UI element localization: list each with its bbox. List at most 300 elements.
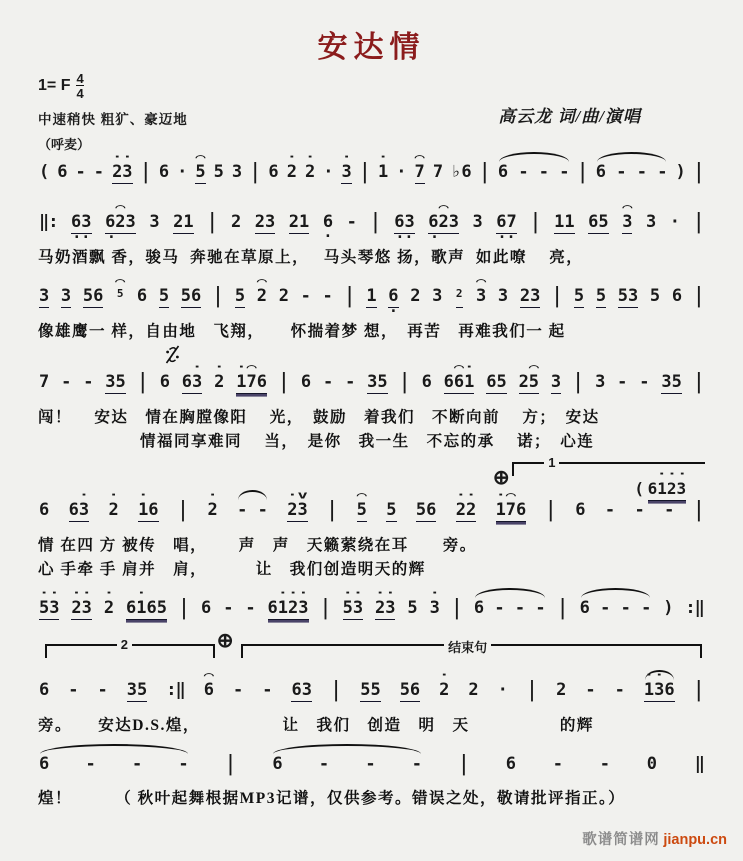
key-signature: [38, 72, 705, 100]
octave-dots-above: [639, 364, 649, 371]
octave-dots-above: [394, 204, 414, 211]
note-digits: 1: [378, 162, 389, 182]
note-digits: 6: [421, 372, 432, 392]
octave-dots-above: [105, 364, 125, 371]
note-token: [214, 360, 224, 403]
note-token: [595, 360, 605, 403]
note-token: [605, 488, 615, 531]
bar-line: [552, 274, 562, 317]
octave-dots-above: ⌒: [115, 275, 126, 288]
note-token: [233, 668, 243, 711]
bar-line: [546, 488, 556, 531]
note-token: [575, 488, 585, 531]
note-digits: 23: [71, 598, 92, 618]
note-token: [223, 586, 233, 629]
octave-dots-above: ⌒: [414, 151, 425, 164]
note-token: [650, 274, 660, 317]
note-digits: 65: [486, 372, 507, 392]
note-digits: - -: [237, 500, 268, 520]
bar-line: [527, 668, 537, 711]
octave-dots-below: [127, 702, 147, 711]
note-digits: 7: [39, 372, 50, 392]
octave-dots-below: [182, 394, 202, 403]
lyrics-row: 像雄鹰一 样，自由地 飞翔， 怀揣着梦 想， 再苦 再难我们一 起: [38, 323, 566, 340]
note-digits: ‖: [694, 754, 703, 774]
note-digits: 2: [468, 680, 479, 700]
note-token: [61, 274, 71, 317]
note-digits: 5: [356, 500, 367, 520]
octave-dots-below: [473, 233, 483, 242]
octave-dots-below: [39, 620, 59, 629]
note-digits: 6: [388, 286, 399, 306]
note-token: [115, 274, 125, 317]
note-token: [553, 742, 563, 784]
bar-line: [370, 200, 380, 243]
note-token: [396, 150, 406, 193]
volta-2-bracket: [45, 637, 216, 658]
octave-dots-above: [498, 278, 508, 285]
note-digits: 23: [112, 162, 133, 182]
note-token: [675, 150, 685, 193]
octave-dots-below: [231, 233, 241, 242]
octave-dots-above: [76, 154, 86, 161]
note-digits: 3: [497, 286, 509, 306]
bar-line: [694, 360, 704, 403]
octave-dots-below: [433, 183, 443, 192]
note-digits: 63: [291, 680, 312, 700]
octave-dots-below: [138, 522, 158, 531]
octave-dots-above: ·: [207, 489, 218, 502]
octave-dots-above: ⌒: [195, 151, 206, 164]
octave-dots-above: [388, 278, 398, 285]
note-token: [69, 488, 89, 531]
ending-line-1: [38, 630, 705, 735]
octave-dots-above: [235, 278, 245, 285]
octave-dots-above: ⌒: [203, 669, 214, 682]
octave-dots-above: ·: [68, 489, 90, 502]
octave-dots-above: ⌒: [105, 201, 136, 214]
octave-dots-below: ·: [430, 228, 458, 246]
octave-dots-above: ··: [39, 587, 60, 600]
octave-dots-above: [574, 278, 584, 285]
bracket-label: 2: [117, 637, 132, 652]
note-digits: |: [693, 497, 704, 523]
note-digits: -: [345, 372, 356, 392]
note-digits: |: [530, 209, 541, 235]
octave-dots-below: [415, 184, 425, 193]
note-digits: 3: [472, 212, 483, 232]
octave-dots-above: [279, 278, 289, 285]
note-digits: -: [346, 212, 357, 232]
octave-dots-below: [69, 522, 89, 531]
note-token: [287, 488, 307, 531]
note-token: [617, 360, 627, 403]
note-token: [646, 200, 656, 243]
octave-dots-above: [615, 672, 625, 679]
octave-dots-above: [422, 364, 432, 371]
note-token: [61, 360, 71, 403]
octave-dots-above: [663, 590, 673, 597]
note-token: [588, 200, 608, 243]
octave-dots-below: [255, 234, 275, 243]
bracket-label: 结束句: [444, 637, 491, 656]
note-token: [580, 586, 652, 629]
octave-dots-below: [83, 308, 103, 317]
note-token: [366, 274, 376, 317]
octave-dots-below: [39, 393, 49, 402]
octave-dots-above: ·: [181, 361, 203, 374]
octave-dots-above: [360, 672, 380, 679]
note-token: [104, 586, 114, 629]
interlude-line: [38, 586, 705, 629]
octave-dots-above: [617, 364, 627, 371]
note-digits: ): [663, 598, 674, 618]
time-signature: [76, 72, 83, 100]
octave-dots-below: [39, 183, 49, 192]
note-digits: |: [693, 159, 704, 185]
octave-dots-below: [451, 183, 471, 192]
note-digits: 22: [455, 500, 477, 520]
note-token: [231, 200, 241, 243]
note-token: [498, 668, 508, 711]
octave-dots-above: [506, 746, 516, 753]
octave-dots-above: [57, 154, 67, 161]
note-token: [204, 668, 214, 711]
octave-dots-below: [556, 701, 566, 710]
score-meta: [38, 72, 705, 150]
note-digits: (: [634, 479, 645, 498]
note-token: [39, 360, 49, 403]
note-digits: 661: [443, 372, 475, 392]
note-token: [232, 150, 242, 193]
octave-dots-below: [289, 234, 309, 243]
notes-row: [38, 360, 705, 403]
site-watermark: [582, 828, 727, 849]
octave-dots-above: [496, 204, 516, 211]
note-token: [257, 274, 267, 317]
note-token: [57, 150, 67, 193]
note-digits: 6: [159, 372, 170, 392]
song-title: 安达情: [317, 31, 426, 64]
note-token: [551, 360, 561, 403]
note-digits: 67: [496, 212, 517, 232]
note-token: [639, 360, 649, 403]
note-token: [394, 200, 415, 246]
note-token: [661, 360, 681, 403]
octave-dots-below: [554, 234, 574, 243]
note-token: [83, 274, 103, 317]
octave-dots-above: [232, 154, 242, 161]
octave-dots-above: ·: [439, 669, 450, 682]
note-digits: -: [664, 500, 675, 520]
octave-dots-above: [596, 278, 606, 285]
note-token: [498, 150, 570, 193]
octave-dots-above: [433, 154, 443, 161]
site-url-link[interactable]: jianpu.cn: [663, 832, 727, 848]
note-token: [301, 360, 311, 403]
note-digits: 2: [286, 162, 297, 182]
note-token: [468, 668, 478, 711]
octave-dots-below: [422, 393, 432, 402]
note-digits: |: [177, 497, 189, 523]
note-token: [345, 360, 355, 403]
note-digits: 6: [268, 162, 279, 182]
note-token: [596, 274, 606, 317]
note-digits: 3: [341, 162, 352, 182]
octave-dots-above: ·⌒: [495, 489, 527, 502]
note-token: [323, 274, 333, 317]
octave-dots-above: [588, 204, 608, 211]
key-label: 1= F: [38, 77, 71, 94]
note-digits: 11: [554, 212, 575, 232]
note-digits: 2: [556, 680, 567, 700]
note-digits: -: [634, 500, 645, 520]
bar-line: [279, 360, 289, 403]
octave-dots-below: [596, 183, 668, 192]
bar-line: [360, 150, 370, 193]
octave-dots-below: [105, 394, 125, 403]
note-digits: 6: [322, 212, 334, 232]
octave-dots-above: ⌒: [256, 275, 268, 288]
octave-dots-above: ·: [429, 587, 440, 600]
note-token: [386, 488, 396, 531]
note-token: [473, 200, 483, 243]
note-token: [596, 150, 668, 193]
octave-dots-below: [644, 702, 675, 711]
octave-dots-above: ⌒: [428, 201, 459, 214]
note-digits: |: [399, 369, 410, 395]
octave-dots-above: [396, 154, 406, 161]
bar-line: [694, 274, 704, 317]
octave-dots-below: [104, 619, 114, 628]
octave-dots-below: [257, 307, 267, 316]
note-digits: 1: [366, 286, 377, 306]
octave-dots-below: [214, 183, 224, 192]
note-token: [323, 200, 333, 243]
octave-dots-below: [343, 620, 363, 629]
octave-dots-below: [439, 701, 449, 710]
note-digits: |: [479, 159, 490, 185]
bar-line: [694, 200, 704, 243]
note-token: [644, 668, 675, 711]
octave-dots-above: [580, 590, 652, 597]
note-digits: 3: [550, 372, 562, 392]
note-digits: 0: [646, 754, 657, 774]
note-token: [476, 274, 486, 317]
notes-row: [38, 742, 705, 784]
octave-dots-above: [554, 204, 574, 211]
octave-dots-above: ·: [108, 489, 119, 502]
note-token: [137, 274, 147, 317]
octave-dots-above: [323, 154, 333, 161]
bar-line: [459, 742, 469, 784]
octave-dots-above: [520, 278, 540, 285]
bar-line: [141, 150, 151, 193]
note-digits: |: [278, 369, 290, 395]
note-digits: 2: [304, 162, 316, 182]
note-digits: 2: [108, 500, 119, 520]
octave-dots-below: [400, 702, 420, 711]
note-digits: 6: [39, 500, 50, 520]
octave-dots-below: [588, 234, 608, 243]
octave-dots-below: [694, 775, 704, 784]
note-digits: 21: [173, 212, 194, 232]
octave-dots-below: [201, 619, 211, 628]
notes-row: [38, 200, 705, 246]
octave-dots-below: [160, 393, 170, 402]
octave-dots-below: [520, 308, 540, 317]
coda-icon: ⊕: [216, 630, 234, 652]
note-digits: 176: [495, 500, 527, 520]
octave-dots-above: [159, 154, 169, 161]
note-digits: -: [61, 372, 72, 392]
note-digits: -: [232, 680, 244, 700]
note-digits: |: [693, 209, 704, 235]
octave-dots-below: [596, 308, 606, 317]
note-digits: 2: [214, 372, 225, 392]
octave-dots-above: [575, 492, 585, 499]
octave-dots-above: ·: [304, 151, 316, 164]
notes-row: [38, 668, 705, 711]
note-token: [289, 200, 309, 243]
note-token: [245, 586, 255, 629]
note-token: [323, 150, 333, 193]
octave-dots-above: [83, 364, 93, 371]
octave-dots-above: ⌒: [475, 275, 487, 288]
note-token: [138, 488, 158, 531]
octave-dots-above: [39, 364, 49, 371]
bar-line: [573, 360, 583, 403]
ending-section-bracket: [241, 640, 701, 658]
octave-dots-below: [476, 307, 486, 316]
octave-dots-above: ·: [341, 151, 352, 164]
note-digits: -: [614, 680, 625, 700]
note-digits: 63: [394, 212, 415, 232]
note-digits: 6: [505, 754, 516, 774]
note-token: [39, 274, 49, 317]
octave-dots-below: [323, 307, 333, 316]
octave-dots-below: [646, 233, 656, 242]
note-digits: 6: [39, 680, 50, 700]
note-token: [83, 360, 93, 403]
octave-dots-below: [61, 308, 71, 317]
note-token: [360, 668, 380, 711]
octave-dots-below: [83, 393, 93, 402]
note-token: [268, 586, 309, 629]
note-digits: 63: [68, 500, 90, 520]
note-digits: 5: [595, 286, 607, 306]
note-token: [432, 274, 442, 317]
octave-dots-above: [137, 278, 147, 285]
octave-dots-above: [650, 278, 660, 285]
note-token: [214, 150, 224, 193]
time-denominator: 4: [76, 86, 84, 101]
octave-dots-above: [68, 672, 78, 679]
note-token: [159, 150, 169, 193]
note-token: [439, 668, 449, 711]
bar-line: [530, 200, 540, 243]
bar-line: [694, 488, 704, 531]
octave-dots-below: [305, 183, 315, 192]
note-digits: 7: [432, 162, 444, 182]
notes-row: [38, 274, 705, 320]
note-digits: 63: [181, 372, 203, 392]
octave-dots-below: [551, 394, 561, 403]
octave-dots-above: ·: [125, 587, 167, 600]
note-digits: 2: [439, 680, 450, 700]
note-token: [68, 668, 78, 711]
segno-glyph: [165, 345, 180, 364]
note-token: [181, 274, 201, 317]
octave-dots-below: [235, 308, 245, 317]
lyrics-row: 情福同享难同 当， 是你 我一生 不忘的承 诺； 心连: [38, 433, 595, 450]
bar-line: [480, 150, 490, 193]
octave-dots-above: [605, 492, 615, 499]
octave-dots-above: [71, 204, 91, 211]
octave-dots-above: [173, 204, 193, 211]
note-token: [237, 488, 268, 531]
octave-dots-above: [127, 672, 147, 679]
note-token: [268, 150, 278, 193]
octave-dots-below: [432, 307, 442, 316]
octave-dots-above: [367, 364, 387, 371]
octave-dots-above: ⌒: [622, 201, 633, 214]
note-digits: 35: [126, 680, 148, 700]
note-token: [663, 586, 673, 629]
octave-dots-below: [468, 701, 478, 710]
octave-dots-above: [289, 204, 309, 211]
octave-dots-above: [432, 278, 442, 285]
note-digits: 5: [116, 287, 124, 300]
octave-dots-below: [675, 183, 685, 192]
octave-dots-above: [345, 364, 355, 371]
note-digits: 56: [82, 286, 104, 306]
note-digits: -: [93, 162, 105, 182]
note-digits: 6: [201, 598, 212, 618]
note-digits: -: [68, 680, 79, 700]
note-digits: -: [599, 754, 610, 774]
octave-dots-above: [291, 672, 311, 679]
octave-dots-below: [595, 393, 605, 402]
octave-dots-above: ··: [375, 587, 396, 600]
octave-dots-above: ⌒·: [443, 361, 475, 374]
note-digits: 2: [256, 286, 268, 306]
octave-dots-above: ··: [71, 587, 92, 600]
bar-line: [207, 200, 217, 243]
octave-dots-below: [366, 308, 376, 317]
note-digits: 2: [410, 286, 421, 306]
coda-icon: [217, 631, 234, 651]
note-token: [474, 586, 546, 629]
note-token: [388, 274, 399, 320]
octave-dots-above: ··: [342, 587, 364, 600]
note-digits: 5: [234, 286, 246, 306]
note-digits: -: [552, 754, 563, 774]
lyrics-row: 煌！ （ 秋叶起舞根据MP3记谱，仅供参考。错误之处，敬请批评指正。）: [38, 790, 626, 807]
octave-dots-above: [498, 672, 508, 679]
octave-dots-above: [646, 204, 656, 211]
note-token: [272, 742, 422, 784]
octave-dots-above: [410, 278, 420, 285]
bar-line: [320, 586, 330, 629]
octave-dots-below: [181, 308, 201, 317]
note-digits: :‖: [166, 680, 185, 700]
octave-dots-below: [646, 501, 687, 510]
note-digits: |: [327, 497, 338, 523]
octave-dots-above: [39, 672, 49, 679]
octave-dots-below: [357, 522, 367, 531]
octave-dots-above: [181, 278, 201, 285]
